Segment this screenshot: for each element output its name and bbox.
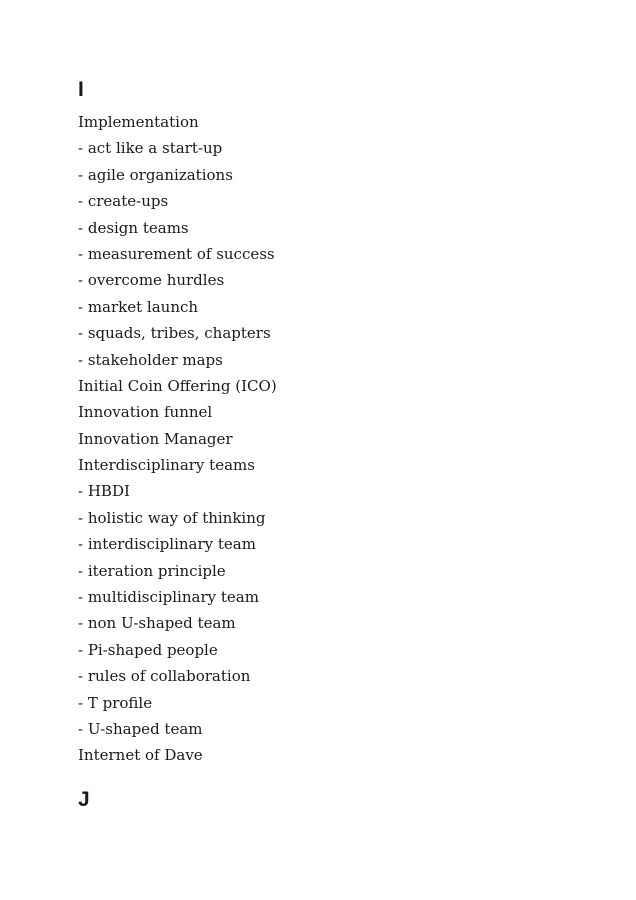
index-subentry: - T profile — [78, 693, 153, 712]
index-entry: Interdisciplinary teams — [78, 456, 255, 475]
index-subentry: - non U-shaped team — [78, 614, 236, 633]
index-entry: Implementation — [78, 113, 199, 131]
index-page — [78, 76, 598, 814]
index-subentry: - stakeholder maps — [78, 350, 223, 369]
index-subentry: - measurement of success — [78, 244, 275, 263]
index-entry: Innovation Manager — [78, 429, 233, 448]
index-entry: Initial Coin Offering (ICO) — [78, 376, 277, 395]
index-subentry: - iteration principle — [78, 561, 226, 580]
index-subentry: - design teams — [78, 218, 189, 237]
index-subentry: - create-ups — [78, 192, 169, 211]
index-entry-list-i — [78, 109, 598, 769]
index-subentry: - holistic way of thinking — [78, 508, 266, 527]
index-subentry: - interdisciplinary team — [78, 535, 256, 554]
index-subentry: - HBDI — [78, 482, 130, 501]
index-subentry: - Pi-shaped people — [78, 640, 218, 659]
index-subentry: - overcome hurdles — [78, 271, 225, 290]
index-letter-heading-j: J — [78, 787, 90, 811]
index-subentry: - rules of collaboration — [78, 667, 251, 686]
index-subentry: - U-shaped team — [78, 719, 203, 738]
index-entry: Innovation funnel — [78, 403, 213, 422]
index-subentry: - squads, tribes, chapters — [78, 324, 271, 343]
index-subentry: - multidisciplinary team — [78, 588, 259, 607]
index-subentry: - agile organizations — [78, 165, 233, 184]
index-entry: Internet of Dave — [78, 746, 203, 765]
index-letter-heading-i: I — [78, 78, 84, 101]
index-subentry: - market launch — [78, 297, 199, 316]
index-subentry: - act like a start-up — [78, 139, 223, 158]
